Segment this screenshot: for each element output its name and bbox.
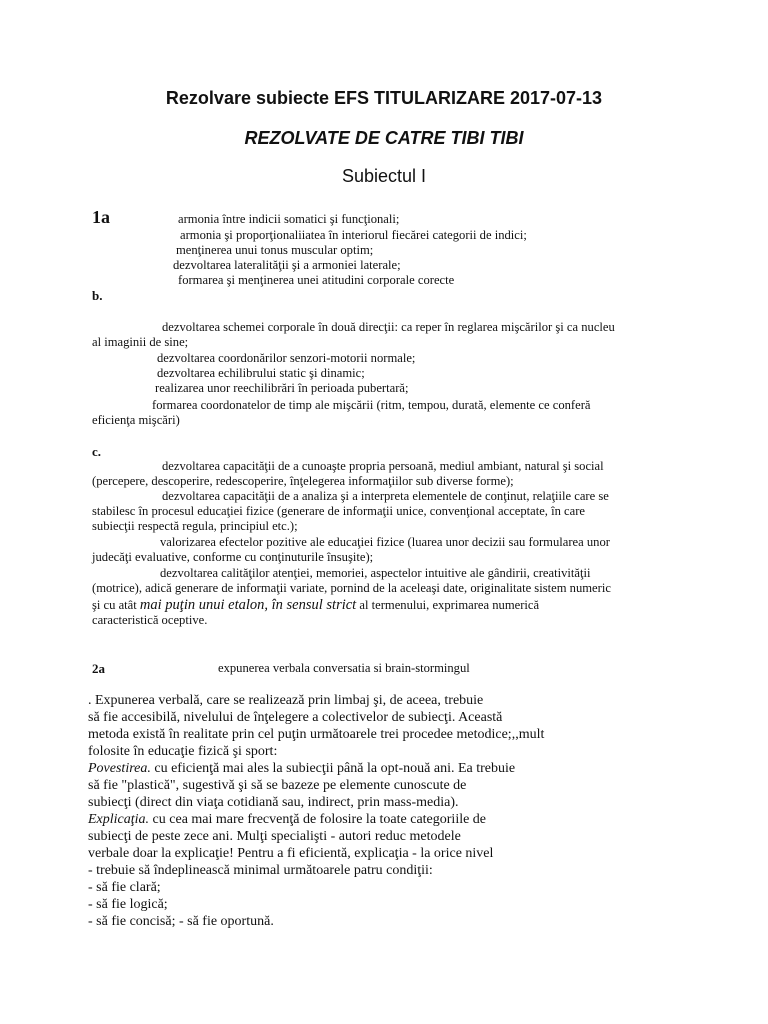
q2a-line: verbale doar la explicaţie! Pentru a fi eficientă, explicaţia - la orice nivel bbox=[88, 846, 494, 861]
q1c-line: dezvoltarea capacităţii de a cunoaşte propria persoană, mediul ambiant, natural şi social bbox=[162, 459, 604, 473]
q1c-italic-text: mai puţin unui etalon, în sensul strict bbox=[139, 597, 357, 613]
q1c-line: subiecţii respectă regula, principiul etc.); bbox=[92, 519, 298, 533]
q2a-line-mixed bbox=[88, 761, 515, 778]
q1c-text: al termenului, exprimarea numerică bbox=[359, 598, 540, 612]
q2a-line: să fie accesibilă, nivelului de înţelegere a colectivelor de subiecţi. Această bbox=[88, 710, 503, 725]
q1b-line: dezvoltarea echilibrului static şi dinamic; bbox=[157, 366, 365, 380]
q1c-line: (percepere, descoperire, redescoperire, înţelegerea informaţiilor sub diverse forme); bbox=[92, 474, 514, 488]
q1c-line: judecăţi evaluative, conforme cu conţinuturile însuşite); bbox=[92, 550, 374, 564]
q1a-line: dezvoltarea lateralităţii şi a armoniei laterale; bbox=[173, 258, 401, 272]
q1b-line: dezvoltarea schemei corporale în două direcţii: ca reper în reglarea mişcărilor şi ca nucleu bbox=[162, 320, 615, 334]
q2a-line: să fie "plastică", sugestivă şi să se bazeze pe elemente cunoscute de bbox=[88, 778, 467, 793]
document-subtitle: REZOLVATE DE CATRE TIBI TIBI bbox=[244, 128, 524, 148]
q1a-line: armonia şi proporţionaliiatea în interiorul fiecărei categorii de indici; bbox=[180, 228, 527, 242]
q2a-line: - trebuie să îndeplinească minimal următoarele patru condiţii: bbox=[88, 863, 433, 878]
question-label-1a: 1a bbox=[92, 207, 110, 227]
question-label-1b: b. bbox=[92, 288, 103, 303]
q1b-line: al imaginii de sine; bbox=[92, 335, 189, 349]
q2a-line: - să fie clară; bbox=[88, 880, 161, 895]
q2a-line: subiecţi de peste zece ani. Mulţi specialişti - autori reduc metodele bbox=[88, 829, 461, 844]
question-label-1c: c. bbox=[92, 444, 102, 459]
explicatia-term: Explicaţia. bbox=[88, 812, 150, 827]
q1a-line: menţinerea unui tonus muscular optim; bbox=[176, 243, 374, 257]
q2a-line: - să fie logică; bbox=[88, 897, 168, 912]
q1c-line-mixed bbox=[92, 598, 539, 613]
q1c-line: dezvoltarea calităţilor atenţiei, memoriei, aspectelor intuitive ale gândirii, creativităţii bbox=[160, 566, 591, 580]
question-label-2a: 2a bbox=[92, 661, 105, 676]
q1b-line: eficienţa mişcări) bbox=[92, 413, 180, 427]
povestirea-term: Povestirea. bbox=[88, 761, 151, 776]
q2a-line: folosite în educaţie fizică şi sport: bbox=[88, 744, 278, 759]
q1b-line: dezvoltarea coordonărilor senzori-motorii normale; bbox=[157, 351, 416, 365]
q1a-line: formarea şi menţinerea unei atitudini corporale corecte bbox=[178, 273, 455, 287]
q1c-line: stabilesc în procesul educaţiei fizice (generare de informaţii unice, convenţional acceptate, în care bbox=[92, 504, 586, 518]
q1c-line: dezvoltarea capacităţii de a analiza şi a interpreta elementele de conţinut, relaţiile care se bbox=[162, 489, 609, 503]
q2a-line: subiecţi (direct din viaţa cotidiană sau, indirect, prin mass-media). bbox=[88, 795, 459, 810]
q2a-line: - să fie concisă; - să fie oportună. bbox=[88, 914, 274, 929]
q2a-line: . Expunerea verbală, care se realizează prin limbaj şi, de aceea, trebuie bbox=[88, 693, 484, 708]
q2a-text: cu cea mai mare frecvenţă de folosire la toate categoriile de bbox=[152, 812, 487, 827]
document-title: Rezolvare subiecte EFS TITULARIZARE 2017-07-13 bbox=[165, 88, 603, 108]
q2a-line-mixed bbox=[88, 812, 486, 829]
q1c-line: (motrice), adică generare de informaţii variate, pornind de la aceleaşi date, originalitate sistem numeric bbox=[92, 581, 611, 595]
q1a-line: armonia între indicii somatici şi funcţionali; bbox=[178, 212, 400, 226]
q1b-line: formarea coordonatelor de timp ale mişcării (ritm, tempou, durată, elemente ce conferă bbox=[152, 398, 591, 412]
section-heading: Subiectul I bbox=[341, 166, 427, 186]
q1b-line: realizarea unor reechilibrări în perioada pubertară; bbox=[155, 381, 409, 395]
q2a-answer: expunerea verbala conversatia si brain-stormingul bbox=[218, 661, 470, 675]
q2a-line: metoda există în realitate prin cel puţin următoarele trei procedee metodice;,,mult bbox=[88, 727, 545, 742]
q1c-text: şi cu atât bbox=[92, 598, 137, 612]
q1c-line: valorizarea efectelor pozitive ale educaţiei fizice (luarea unor decizii sau formularea unor bbox=[160, 535, 610, 549]
q2a-text: cu eficienţă mai ales la subiecţii până la opt-nouă ani. Ea trebuie bbox=[154, 761, 516, 776]
q1c-line: caracteristică oceptive. bbox=[92, 613, 208, 627]
